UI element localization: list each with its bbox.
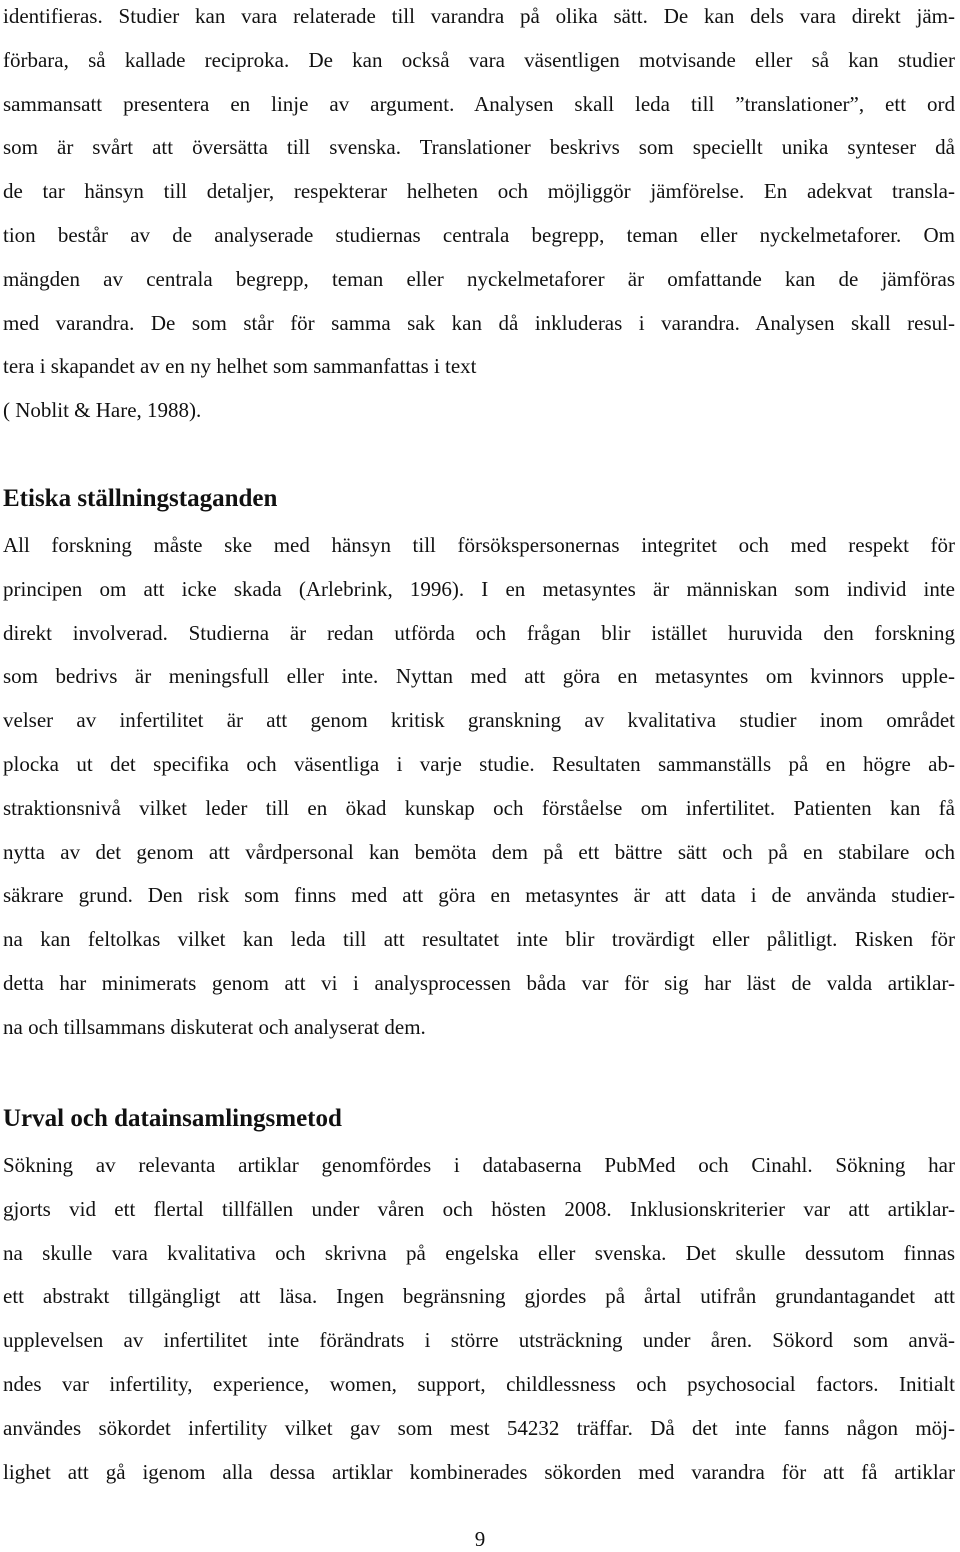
text-line: som är svårt att översätta till svenska. Translationer beskrivs som speciellt unika synteser då [3, 135, 955, 160]
text-line: velser av infertilitet är att genom kritisk granskning av kvalitativa studier inom området [3, 708, 955, 733]
text-line: med varandra. De som står för samma sak kan då inkluderas i varandra. Analysen skall resul- [3, 310, 955, 335]
text-line: All forskning måste ske med hänsyn till försökspersonernas integritet och med respekt för [3, 533, 955, 557]
text-line: nytta av det genom att vårdpersonal kan bemöta dem på ett bättre sätt och på en stabilare och [3, 839, 955, 864]
text-line: mängden av centrala begrepp, teman eller nyckelmetaforer är omfattande kan de jämföras [3, 266, 955, 291]
ethics-paragraph [3, 524, 955, 1050]
text-line: lighet att gå igenom alla dessa artiklar kombinerades sökorden med varandra för att få artiklar [3, 1459, 955, 1484]
page-number: 9 [474, 1527, 486, 1551]
text-line: de tar hänsyn till detaljer, respekterar helheten och möjliggör jämförelse. En adekvat transla- [3, 179, 955, 204]
text-line: ( Noblit & Hare, 1988). [3, 398, 202, 423]
text-line: förbara, så kallade reciproka. De kan också vara väsentligen motvisande eller så kan studier [3, 47, 955, 72]
text-line: Sökning av relevanta artiklar genomfördes i databaserna PubMed och Cinahl. Sökning har [3, 1153, 955, 1177]
text-line: ndes var infertility, experience, women, support, childlessness och psychosocial factors. Initialt [3, 1371, 955, 1396]
text-line: direkt involverad. Studierna är redan utförda och frågan blir istället huruvida den forskning [3, 620, 955, 645]
text-line: na och tillsammans diskuterat och analyserat dem. [3, 1014, 426, 1039]
section-heading-selection: Urval och datainsamlingsmetod [3, 1105, 342, 1132]
intro-paragraph [3, 0, 955, 433]
selection-paragraph [3, 1144, 955, 1494]
text-line: användes sökordet infertility vilket gav som mest 54232 träffar. Då det inte fanns någon möj- [3, 1415, 955, 1440]
text-line: gjorts vid ett flertal tillfällen under våren och hösten 2008. Inklusionskriterier var att artiklar- [3, 1196, 955, 1221]
text-line: tera i skapandet av en ny helhet som sammanfattas i text [3, 354, 477, 379]
text-line: detta har minimerats genom att vi i analysprocessen båda var för sig har läst de valda artiklar- [3, 970, 955, 995]
text-line: identifieras. Studier kan vara relaterade till varandra på olika sätt. De kan dels vara direkt jäm- [3, 4, 955, 28]
text-line: na kan feltolkas vilket kan leda till att resultatet inte blir trovärdigt eller pålitligt. Risken för [3, 927, 955, 952]
text-line: straktionsnivå vilket leder till en ökad kunskap och förståelse om infertilitet. Patienten kan få [3, 795, 955, 820]
section-heading-ethics: Etiska ställningstaganden [3, 485, 278, 512]
text-line: ett abstrakt tillgängligt att läsa. Ingen begränsning gjordes på årtal utifrån grundantagandet att [3, 1284, 955, 1309]
text-line: principen om att icke skada (Arlebrink, 1996). I en metasyntes är människan som individ inte [3, 576, 955, 601]
text-line: som bedrivs är meningsfull eller inte. Nyttan med att göra en metasyntes om kvinnors upple- [3, 664, 955, 689]
text-line: na skulle vara kvalitativa och skrivna på engelska eller svenska. Det skulle dessutom finnas [3, 1240, 955, 1265]
text-line: tion består av de analyserade studiernas centrala begrepp, teman eller nyckelmetaforer. Om [3, 222, 955, 247]
text-line: upplevelsen av infertilitet inte förändrats i större utsträckning under åren. Sökord som anvä- [3, 1328, 955, 1353]
text-line: säkrare grund. Den risk som finns med att göra en metasyntes är att data i de använda studier- [3, 883, 955, 908]
text-line: plocka ut det specifika och väsentliga i varje studie. Resultaten sammanställs på en högre ab- [3, 751, 955, 776]
text-line: sammansatt presentera en linje av argument. Analysen skall leda till ”translationer”, ett ord [3, 91, 955, 116]
